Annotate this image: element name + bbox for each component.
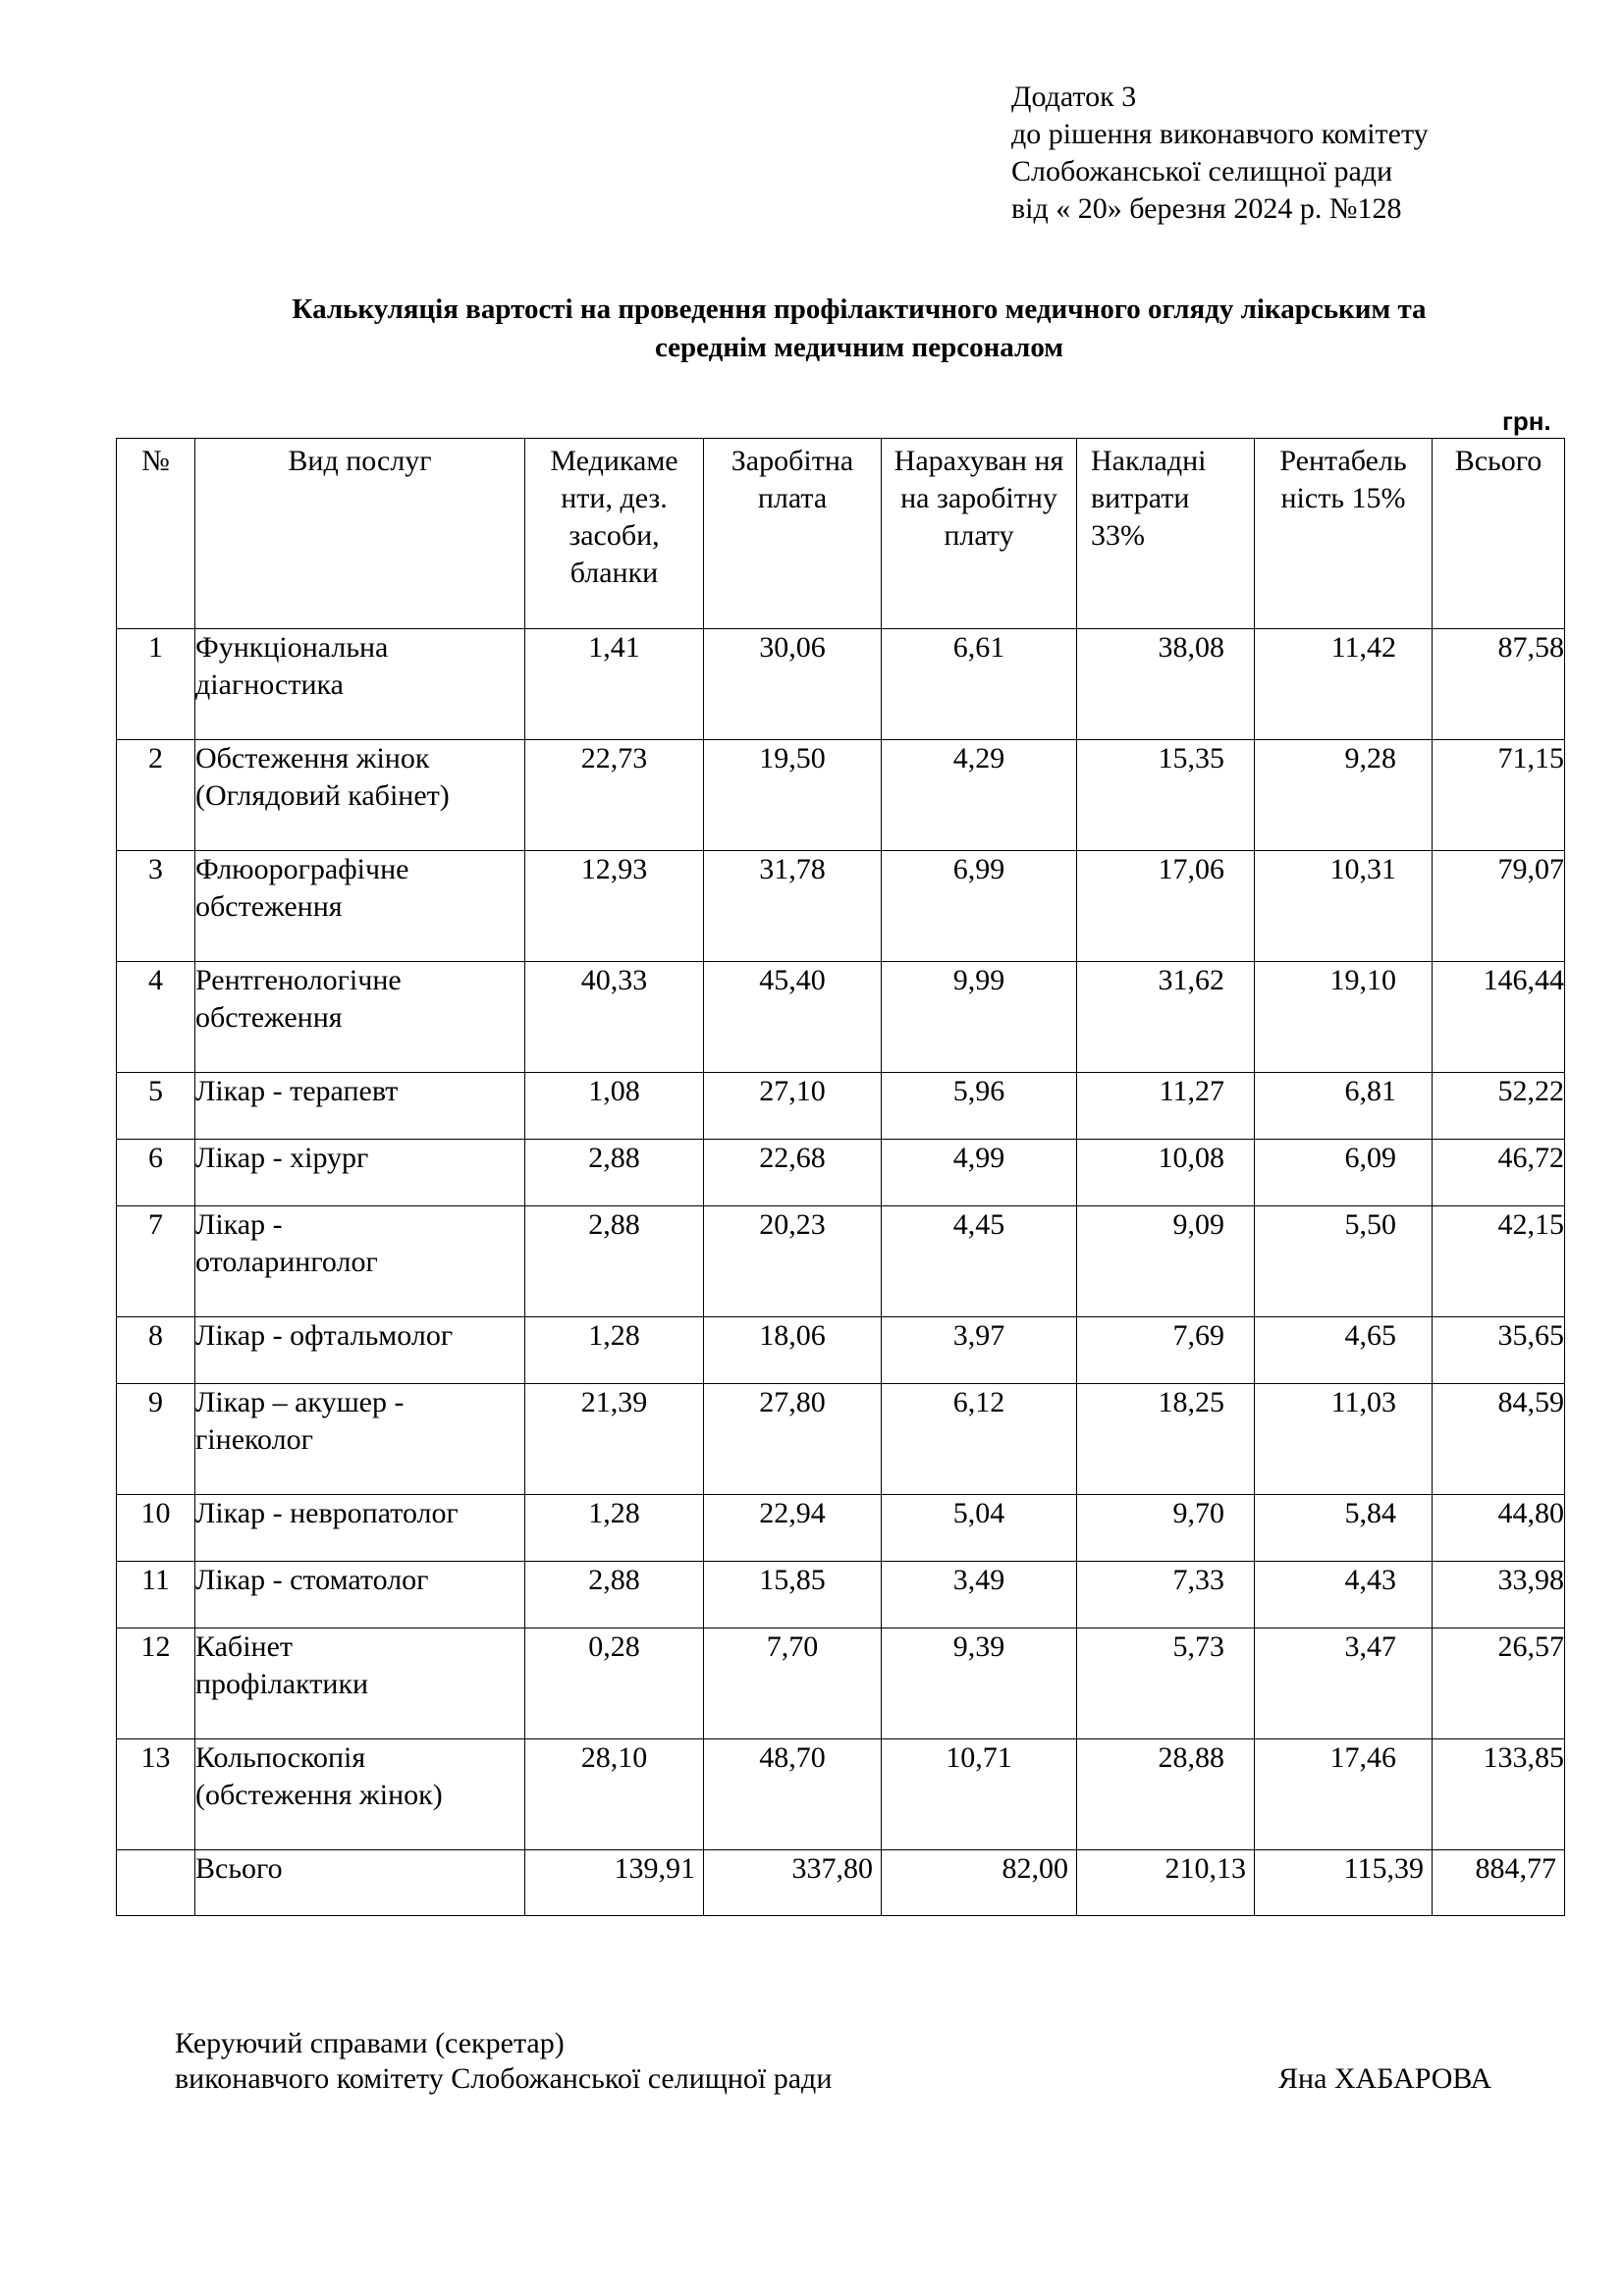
cell-overhead: 15,35	[1077, 740, 1255, 851]
cell-profit: 11,03	[1255, 1384, 1433, 1495]
annex-line-2: до рішення виконавчого комітету	[1011, 118, 1429, 150]
cell-profit: 10,31	[1255, 851, 1433, 962]
service-name	[195, 962, 525, 1073]
cell-charges: 5,96	[882, 1073, 1077, 1140]
row-number: 2	[117, 740, 195, 851]
header-total: Всього	[1433, 439, 1565, 629]
totals-medicines: 139,91	[525, 1850, 704, 1916]
cell-salary: 22,68	[704, 1140, 882, 1206]
service-name	[195, 1739, 525, 1850]
table-row	[117, 1384, 1565, 1495]
service-name-line-1: Лікар -	[195, 1208, 283, 1241]
row-number: 7	[117, 1206, 195, 1317]
service-name-line-2: діагностика	[195, 668, 344, 701]
cell-total: 71,15	[1433, 740, 1565, 851]
totals-salary: 337,80	[704, 1850, 882, 1916]
cell-charges: 6,12	[882, 1384, 1077, 1495]
totals-charges: 82,00	[882, 1850, 1077, 1916]
cell-charges: 5,04	[882, 1495, 1077, 1562]
service-name-line-2: профілактики	[195, 1668, 369, 1700]
cell-profit: 6,81	[1255, 1073, 1433, 1140]
cell-total: 133,85	[1433, 1739, 1565, 1850]
service-name-line-1: Лікар - офтальмолог	[195, 1319, 454, 1352]
cell-total: 35,65	[1433, 1317, 1565, 1384]
signature-position-line-1: Керуючий справами (секретар)	[175, 2027, 565, 2059]
cell-salary: 22,94	[704, 1495, 882, 1562]
document-title	[157, 291, 1561, 367]
table-row	[117, 1562, 1565, 1629]
cell-charges: 4,29	[882, 740, 1077, 851]
cell-salary: 18,06	[704, 1317, 882, 1384]
cell-total: 42,15	[1433, 1206, 1565, 1317]
cell-total: 44,80	[1433, 1495, 1565, 1562]
cell-overhead: 9,70	[1077, 1495, 1255, 1562]
service-name-line-1: Кольпоскопія	[195, 1741, 366, 1774]
cell-total: 79,07	[1433, 851, 1565, 962]
title-line-2: середнім медичним персоналом	[654, 332, 1064, 363]
annex-block	[1011, 79, 1429, 228]
cell-profit: 9,28	[1255, 740, 1433, 851]
row-number: 3	[117, 851, 195, 962]
service-name	[195, 629, 525, 740]
cell-charges: 3,97	[882, 1317, 1077, 1384]
totals-profit: 115,39	[1255, 1850, 1433, 1916]
cell-total: 87,58	[1433, 629, 1565, 740]
header-salary: Заробітна плата	[704, 439, 882, 629]
cell-overhead: 7,33	[1077, 1562, 1255, 1629]
signature-position	[175, 2026, 832, 2097]
service-name	[195, 1317, 525, 1384]
service-name-line-1: Лікар - терапевт	[195, 1075, 399, 1107]
service-name	[195, 1384, 525, 1495]
header-charges: Нарахуван ня на заробітну плату	[882, 439, 1077, 629]
cell-medicines: 0,28	[525, 1629, 704, 1739]
table-row	[117, 1073, 1565, 1140]
service-name	[195, 1562, 525, 1629]
row-number: 6	[117, 1140, 195, 1206]
cell-salary: 19,50	[704, 740, 882, 851]
service-name-line-2: (обстеження жінок)	[195, 1779, 443, 1811]
totals-empty-cell	[117, 1850, 195, 1916]
row-number: 12	[117, 1629, 195, 1739]
cell-salary: 7,70	[704, 1629, 882, 1739]
cell-salary: 45,40	[704, 962, 882, 1073]
cell-profit: 5,84	[1255, 1495, 1433, 1562]
row-number: 4	[117, 962, 195, 1073]
header-service: Вид послуг	[195, 439, 525, 629]
totals-label: Всього	[195, 1850, 525, 1916]
cell-charges: 3,49	[882, 1562, 1077, 1629]
table-body	[117, 629, 1565, 1916]
row-number: 13	[117, 1739, 195, 1850]
cell-medicines: 1,28	[525, 1317, 704, 1384]
annex-line-1: Додаток 3	[1011, 80, 1137, 113]
service-name	[195, 1206, 525, 1317]
row-number: 9	[117, 1384, 195, 1495]
cell-charges: 4,99	[882, 1140, 1077, 1206]
table-header-row	[117, 439, 1565, 629]
totals-total: 884,77	[1433, 1850, 1565, 1916]
cell-overhead: 31,62	[1077, 962, 1255, 1073]
cell-charges: 10,71	[882, 1739, 1077, 1850]
row-number: 11	[117, 1562, 195, 1629]
service-name-line-1: Лікар - стоматолог	[195, 1564, 429, 1596]
service-name	[195, 1495, 525, 1562]
service-name-line-1: Функціональна	[195, 631, 389, 664]
cell-medicines: 1,08	[525, 1073, 704, 1140]
cell-salary: 20,23	[704, 1206, 882, 1317]
signature-name: Яна ХАБАРОВА	[1278, 2062, 1492, 2095]
cell-medicines: 1,28	[525, 1495, 704, 1562]
table-row	[117, 1206, 1565, 1317]
cell-profit: 11,42	[1255, 629, 1433, 740]
table-row	[117, 1317, 1565, 1384]
cell-profit: 17,46	[1255, 1739, 1433, 1850]
service-name-line-2: обстеження	[195, 890, 343, 923]
row-number: 8	[117, 1317, 195, 1384]
cell-total: 26,57	[1433, 1629, 1565, 1739]
cell-profit: 4,43	[1255, 1562, 1433, 1629]
header-overhead: Накладні витрати 33%	[1077, 439, 1255, 629]
table-row	[117, 629, 1565, 740]
cell-medicines: 2,88	[525, 1140, 704, 1206]
cell-medicines: 2,88	[525, 1206, 704, 1317]
service-name	[195, 851, 525, 962]
cell-medicines: 12,93	[525, 851, 704, 962]
service-name-line-2: отоларинголог	[195, 1246, 378, 1278]
service-name-line-2: гінеколог	[195, 1423, 313, 1456]
annex-line-4: від « 20» березня 2024 р. №128	[1011, 192, 1402, 225]
cell-charges: 9,39	[882, 1629, 1077, 1739]
service-name-line-2: (Оглядовий кабінет)	[195, 779, 450, 812]
table-row	[117, 1140, 1565, 1206]
cell-overhead: 17,06	[1077, 851, 1255, 962]
table-row	[117, 740, 1565, 851]
currency-label: грн.	[1502, 406, 1551, 436]
cell-overhead: 18,25	[1077, 1384, 1255, 1495]
header-profit: Рентабель ність 15%	[1255, 439, 1433, 629]
cell-salary: 27,80	[704, 1384, 882, 1495]
signature-position-line-2: виконавчого комітету Слобожанської селищної ради	[175, 2062, 833, 2095]
table-row	[117, 1739, 1565, 1850]
cell-profit: 3,47	[1255, 1629, 1433, 1739]
row-number: 10	[117, 1495, 195, 1562]
service-name-line-1: Флюорографічне	[195, 853, 409, 885]
cell-total: 84,59	[1433, 1384, 1565, 1495]
cell-salary: 31,78	[704, 851, 882, 962]
cell-profit: 19,10	[1255, 962, 1433, 1073]
cell-overhead: 38,08	[1077, 629, 1255, 740]
service-name-line-1: Лікар – акушер -	[195, 1386, 405, 1418]
title-line-1: Калькуляція вартості на проведення профілактичного медичного огляду лікарським та	[292, 294, 1427, 325]
cell-charges: 6,61	[882, 629, 1077, 740]
cell-medicines: 22,73	[525, 740, 704, 851]
service-name-line-1: Лікар - невропатолог	[195, 1497, 459, 1529]
cell-total: 52,22	[1433, 1073, 1565, 1140]
cell-total: 33,98	[1433, 1562, 1565, 1629]
calculation-table	[116, 438, 1565, 1916]
cell-salary: 48,70	[704, 1739, 882, 1850]
row-number: 5	[117, 1073, 195, 1140]
cell-profit: 5,50	[1255, 1206, 1433, 1317]
cell-charges: 6,99	[882, 851, 1077, 962]
cell-charges: 9,99	[882, 962, 1077, 1073]
cell-medicines: 21,39	[525, 1384, 704, 1495]
cell-total: 46,72	[1433, 1140, 1565, 1206]
cell-salary: 30,06	[704, 629, 882, 740]
service-name	[195, 740, 525, 851]
cell-medicines: 1,41	[525, 629, 704, 740]
table-row	[117, 1495, 1565, 1562]
table-row	[117, 851, 1565, 962]
cell-overhead: 28,88	[1077, 1739, 1255, 1850]
table-row	[117, 1629, 1565, 1739]
totals-row	[117, 1850, 1565, 1916]
cell-medicines: 40,33	[525, 962, 704, 1073]
service-name-line-1: Обстеження жінок	[195, 742, 430, 774]
cell-salary: 27,10	[704, 1073, 882, 1140]
header-medicines: Медикаме нти, дез. засоби, бланки	[525, 439, 704, 629]
cell-total: 146,44	[1433, 962, 1565, 1073]
totals-overhead: 210,13	[1077, 1850, 1255, 1916]
cell-overhead: 5,73	[1077, 1629, 1255, 1739]
cell-salary: 15,85	[704, 1562, 882, 1629]
row-number: 1	[117, 629, 195, 740]
cell-overhead: 10,08	[1077, 1140, 1255, 1206]
cell-profit: 4,65	[1255, 1317, 1433, 1384]
annex-line-3: Слобожанської селищної ради	[1011, 155, 1393, 187]
cell-medicines: 2,88	[525, 1562, 704, 1629]
cell-overhead: 9,09	[1077, 1206, 1255, 1317]
service-name-line-1: Кабінет	[195, 1630, 294, 1663]
cell-overhead: 7,69	[1077, 1317, 1255, 1384]
service-name-line-1: Лікар - хірург	[195, 1142, 369, 1174]
service-name-line-1: Рентгенологічне	[195, 964, 402, 996]
table-row	[117, 962, 1565, 1073]
service-name	[195, 1073, 525, 1140]
service-name-line-2: обстеження	[195, 1001, 343, 1034]
cell-overhead: 11,27	[1077, 1073, 1255, 1140]
cell-charges: 4,45	[882, 1206, 1077, 1317]
service-name	[195, 1140, 525, 1206]
header-no: №	[117, 439, 195, 629]
cell-profit: 6,09	[1255, 1140, 1433, 1206]
cell-medicines: 28,10	[525, 1739, 704, 1850]
service-name	[195, 1629, 525, 1739]
